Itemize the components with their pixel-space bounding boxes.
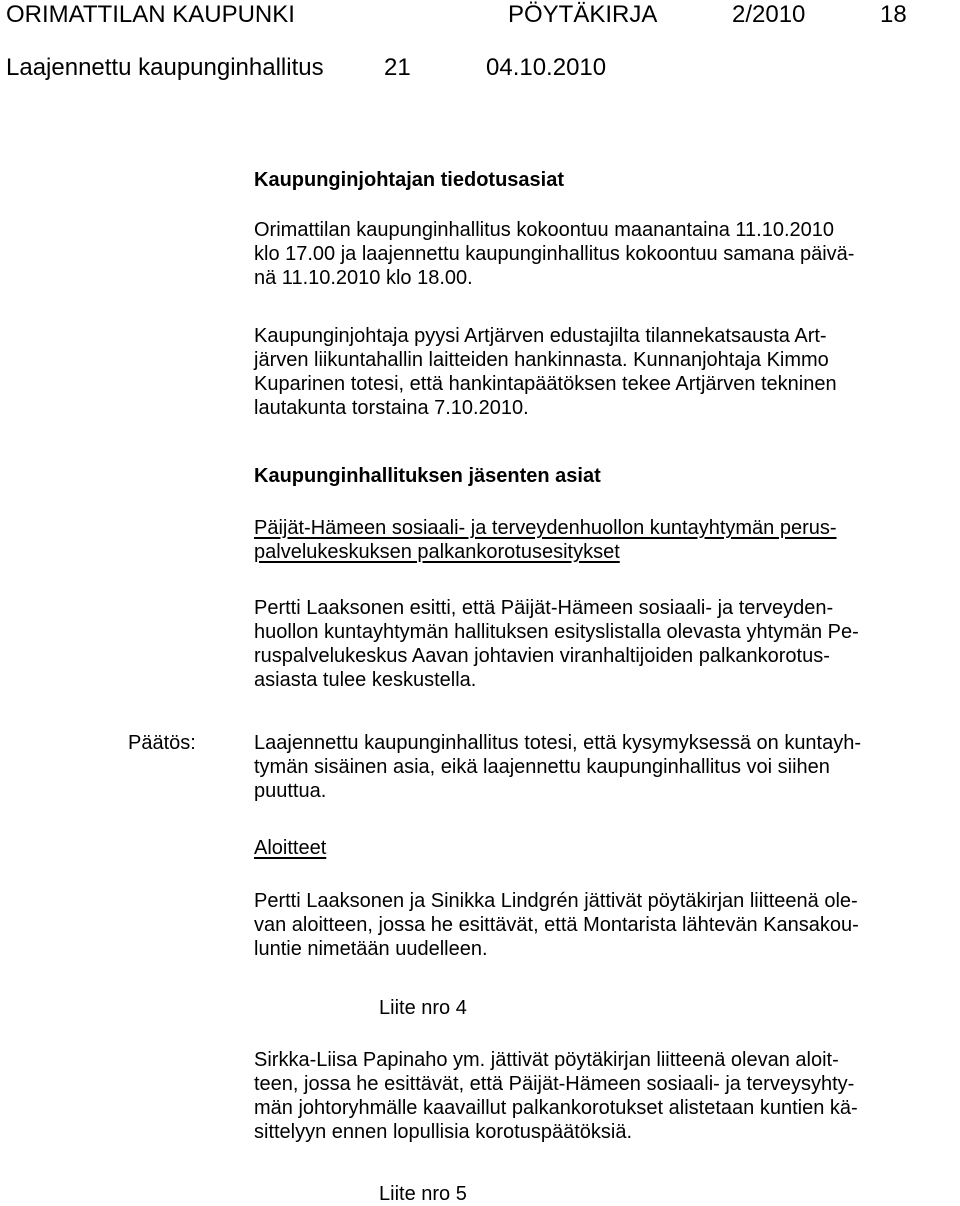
attachment-5: Liite nro 5 [379,1183,467,1205]
info-paragraph-2 [254,324,837,420]
text-line: van aloitteen, jossa he esittävät, että Montarista lähtevän Kansakou- [254,914,859,936]
text-line: huollon kuntayhtymän hallituksen esityslistalla olevasta yhtymän Pe- [254,621,859,643]
decision-text [254,731,861,803]
decision-label: Päätös: [128,732,196,754]
text-line: teen, jossa he esittävät, että Päijät-Hämeen sosiaali- ja terveysyhty- [254,1073,855,1095]
text-line: män johtoryhmälle kaavaillut palkankorotukset alistetaan kuntien kä- [254,1097,858,1119]
attachment-4: Liite nro 4 [379,997,467,1019]
text-line: palvelukeskuksen palkankorotusesitykset [254,541,620,563]
document-type: PÖYTÄKIRJA [508,1,658,28]
text-line: järven liikuntahallin laitteiden hankinnasta. Kunnanjohtaja Kimmo [254,349,829,371]
text-line: asiasta tulee keskustella. [254,669,477,691]
page-number: 18 [880,1,907,28]
text-line: Päijät-Hämeen sosiaali- ja terveydenhuollon kuntayhtymän perus- [254,517,837,539]
initiative-2 [254,1048,858,1144]
text-line: sittelyyn ennen lopullisia korotuspäätöksiä. [254,1121,632,1143]
text-line: lautakunta torstaina 7.10.2010. [254,397,529,419]
members-heading: Kaupunginhallituksen jäsenten asiat [254,465,601,487]
text-line: luntie nimetään uudelleen. [254,938,488,960]
section-number: 21 [384,54,411,81]
text-line: puuttua. [254,780,327,802]
initiative-1 [254,889,859,961]
text-line: Kaupunginjohtaja pyysi Artjärven edustajilta tilannekatsausta Art- [254,325,827,347]
info-paragraph-1 [254,218,854,290]
document-number: 2/2010 [732,1,806,28]
meeting-body: Laajennettu kaupunginhallitus [6,54,324,81]
text-line: Pertti Laaksonen esitti, että Päijät-Hämeen sosiaali- ja terveyden- [254,597,834,619]
text-line: klo 17.00 ja laajennettu kaupunginhallitus kokoontuu samana päivä- [254,243,855,265]
text-line: Laajennettu kaupunginhallitus totesi, että kysymyksessä on kuntayh- [254,732,862,754]
members-subheading [254,516,837,564]
text-line: Pertti Laaksonen ja Sinikka Lindgrén jättivät pöytäkirjan liitteenä ole- [254,890,858,912]
text-line: ruspalvelukeskus Aavan johtavien viranhaltijoiden palkankorotus- [254,645,830,667]
text-line: tymän sisäinen asia, eikä laajennettu kaupunginhallitus voi siihen [254,756,830,778]
organization-name: ORIMATTILAN KAUPUNKI [6,1,295,28]
text-line: Orimattilan kaupunginhallitus kokoontuu maanantaina 11.10.2010 [254,219,835,241]
text-line: Kuparinen totesi, että hankintapäätöksen tekee Artjärven tekninen [254,373,837,395]
text-line: Sirkka-Liisa Papinaho ym. jättivät pöytäkirjan liitteenä olevan aloit- [254,1049,839,1071]
meeting-date: 04.10.2010 [486,54,607,81]
text-line: nä 11.10.2010 klo 18.00. [254,267,473,289]
members-paragraph [254,596,859,692]
info-heading: Kaupunginjohtajan tiedotusasiat [254,169,565,191]
initiatives-heading: Aloitteet [254,837,327,859]
